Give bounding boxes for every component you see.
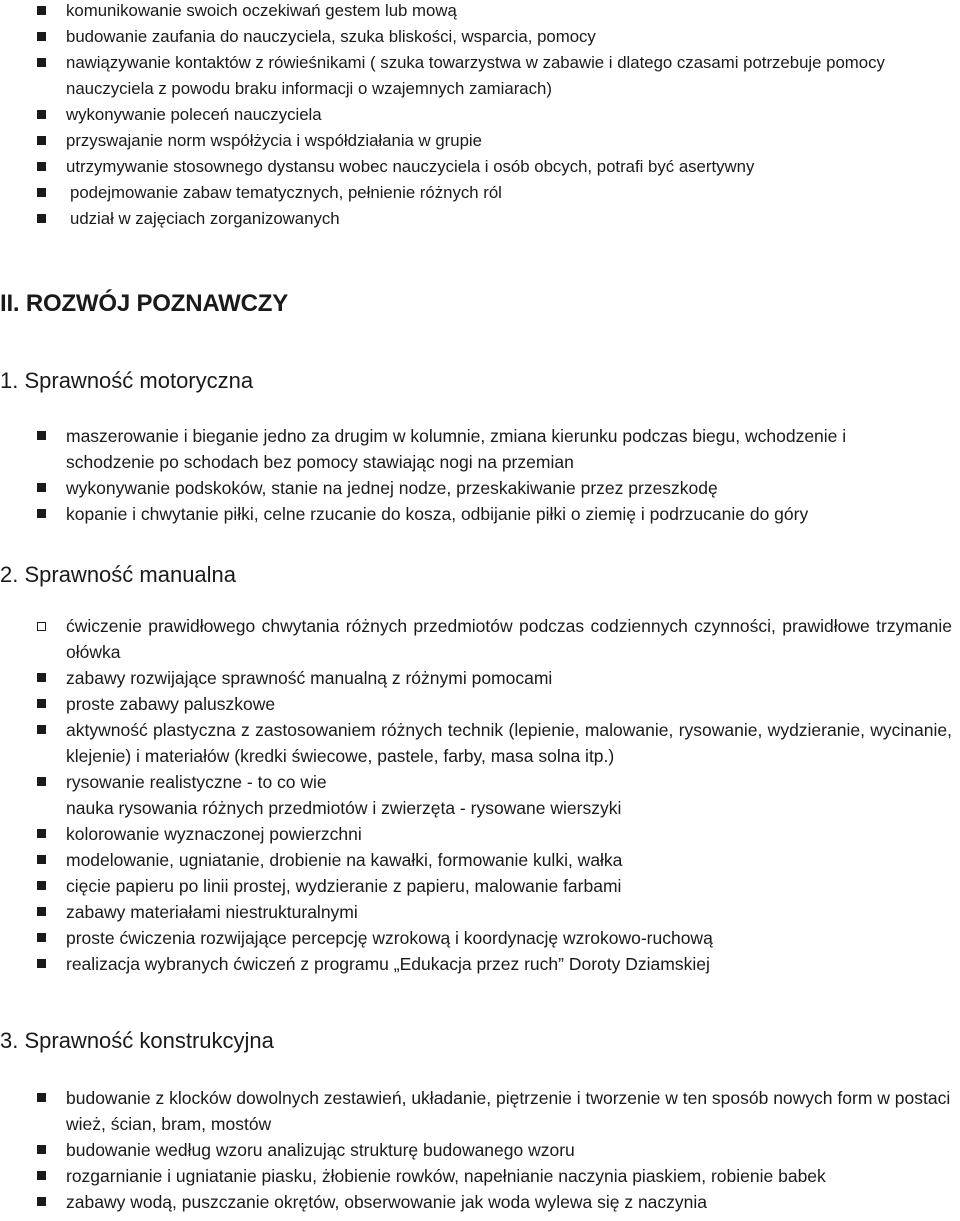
list-item: aktywność plastyczna z zastosowaniem różnych technik (lepienie, malowanie, rysowanie, wydzieranie, wycinanie, klejenie) i materiałów (kredki świecowe, pastele, farby, masa solna itp.) (0, 717, 960, 769)
list-item: maszerowanie i bieganie jedno za drugim w kolumnie, zmiana kierunku podczas biegu, wchodzenie i schodzenie po schodach bez pomocy stawiając nogi na przemian (0, 423, 960, 475)
list-item: budowanie według wzoru analizując strukturę budowanego wzoru (0, 1137, 960, 1163)
list-item: budowanie z klocków dowolnych zestawień, układanie, piętrzenie i tworzenie w ten sposób nowych form w postaci wież, ścian, bram, mostów (0, 1085, 960, 1137)
list-item: komunikowanie swoich oczekiwań gestem lub mową (0, 0, 960, 24)
square-bullet-icon (37, 110, 46, 119)
intro-list (0, 0, 960, 232)
square-bullet-icon (37, 855, 46, 864)
subsection-title-motor: 1. Sprawność motoryczna (0, 368, 254, 393)
square-bullet-icon (37, 1145, 46, 1154)
square-bullet-icon (37, 32, 46, 41)
square-bullet-icon (37, 959, 46, 968)
list-item: wykonywanie poleceń nauczyciela (0, 102, 960, 128)
construction-skills-list (0, 1085, 960, 1215)
square-bullet-icon (37, 881, 46, 890)
list-item: udział w zajęciach zorganizowanych (0, 206, 960, 232)
list-item: nauka rysowania różnych przedmiotów i zwierzęta - rysowane wierszyki (66, 798, 622, 818)
square-bullet-icon (37, 136, 46, 145)
list-item: podejmowanie zabaw tematycznych, pełnienie różnych ról (0, 180, 960, 206)
square-bullet-icon (37, 907, 46, 916)
list-item: cięcie papieru po linii prostej, wydzieranie z papieru, malowanie farbami (0, 873, 960, 899)
list-item: przyswajanie norm współżycia i współdziałania w grupie (0, 128, 960, 154)
list-item: proste ćwiczenia rozwijające percepcję wzrokową i koordynację wzrokowo-ruchową (0, 925, 960, 951)
square-bullet-icon (37, 699, 46, 708)
list-item: utrzymywanie stosownego dystansu wobec nauczyciela i osób obcych, potrafi być asertywny (0, 154, 960, 180)
list-item: budowanie zaufania do nauczyciela, szuka bliskości, wsparcia, pomocy (0, 24, 960, 50)
subsection-title-construction: 3. Sprawność konstrukcyjna (0, 1028, 274, 1053)
list-item: zabawy wodą, puszczanie okrętów, obserwowanie jak woda wylewa się z naczynia (0, 1189, 960, 1215)
list-item: modelowanie, ugniatanie, drobienie na kawałki, formowanie kulki, wałka (0, 847, 960, 873)
list-item: proste zabawy paluszkowe (0, 691, 960, 717)
list-item: kopanie i chwytanie piłki, celne rzucanie do kosza, odbijanie piłki o ziemię i podrzucanie do góry (0, 501, 960, 527)
square-bullet-icon (37, 777, 46, 786)
square-bullet-icon (37, 829, 46, 838)
square-bullet-icon (37, 509, 46, 518)
list-item: ćwiczenie prawidłowego chwytania różnych przedmiotów podczas codziennych czynności, prawidłowe trzymanie ołówka (0, 613, 960, 665)
section-title: II. ROZWÓJ POZNAWCZY (0, 290, 288, 317)
square-bullet-icon (37, 431, 46, 440)
manual-skills-list (0, 613, 960, 977)
square-bullet-icon (37, 6, 46, 15)
square-bullet-icon (37, 483, 46, 492)
list-item: wykonywanie podskoków, stanie na jednej nodze, przeskakiwanie przez przeszkodę (0, 475, 960, 501)
square-bullet-icon (37, 162, 46, 171)
motor-skills-list (0, 423, 960, 527)
square-bullet-icon (37, 58, 46, 67)
square-bullet-icon (37, 214, 46, 223)
list-item: rozgarnianie i ugniatanie piasku, żłobienie rowków, napełnianie naczynia piaskiem, robienie babek (0, 1163, 960, 1189)
square-bullet-icon (37, 673, 46, 682)
square-bullet-icon (37, 1093, 46, 1102)
square-bullet-icon (37, 933, 46, 942)
square-bullet-icon (37, 725, 46, 734)
list-item: rysowanie realistyczne - to co wie (0, 769, 960, 795)
list-item: realizacja wybranych ćwiczeń z programu „Edukacja przez ruch” Doroty Dziamskiej (0, 951, 960, 977)
subsection-title-manual: 2. Sprawność manualna (0, 562, 237, 587)
list-item: kolorowanie wyznaczonej powierzchni (0, 821, 960, 847)
list-item: zabawy rozwijające sprawność manualną z różnymi pomocami (0, 665, 960, 691)
hollow-square-bullet-icon (37, 622, 46, 631)
square-bullet-icon (37, 1197, 46, 1206)
square-bullet-icon (37, 1171, 46, 1180)
list-item: zabawy materiałami niestrukturalnymi (0, 899, 960, 925)
list-item: nawiązywanie kontaktów z rówieśnikami ( szuka towarzystwa w zabawie i dlatego czasami potrzebuje pomocy nauczyciela z powodu braku informacji o wzajemnych zamiarach) (0, 50, 960, 102)
square-bullet-icon (37, 188, 46, 197)
